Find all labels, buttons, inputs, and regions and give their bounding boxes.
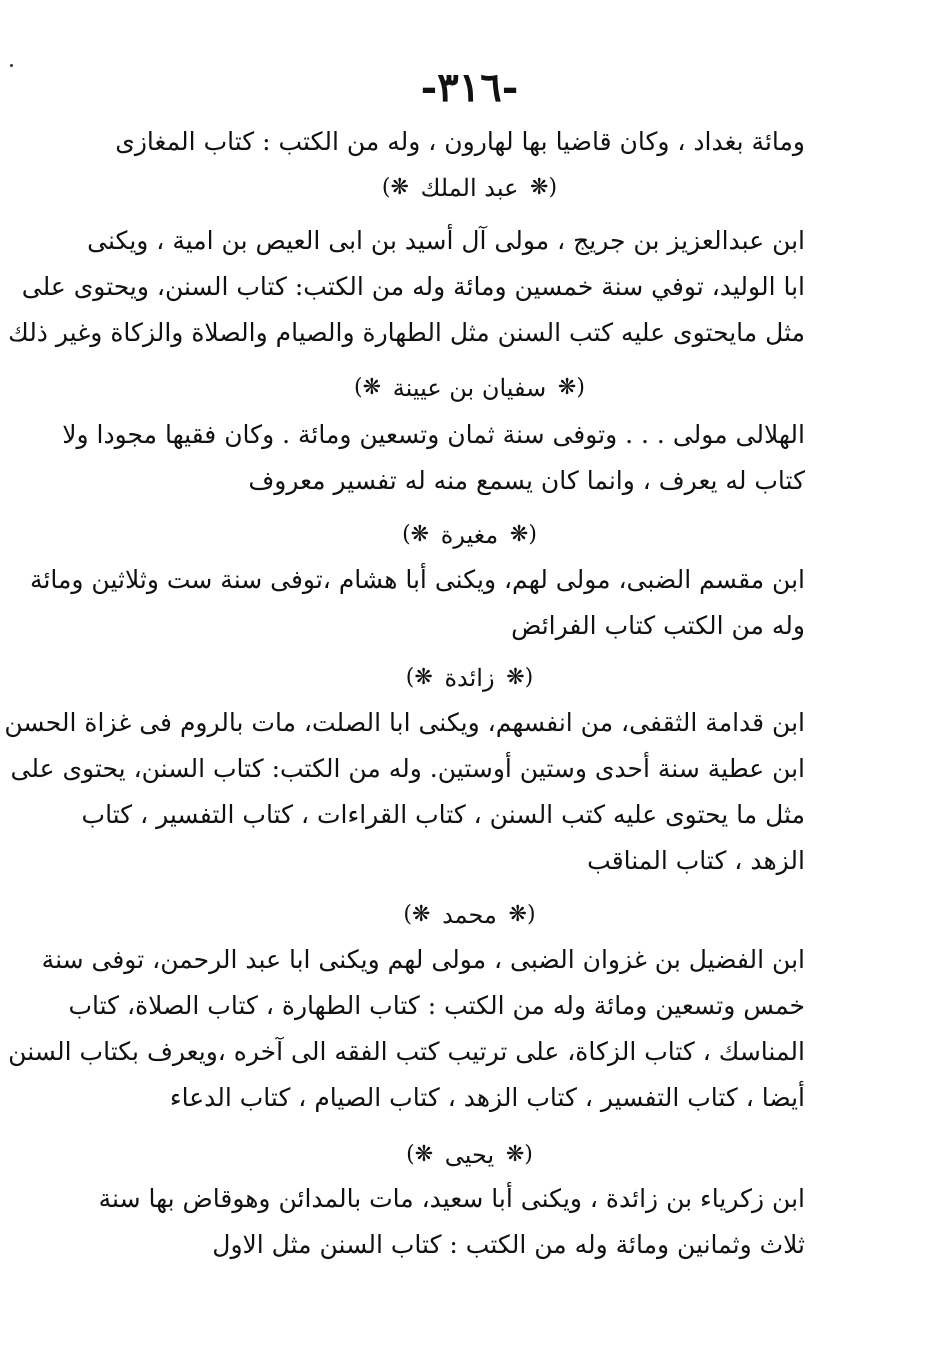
text-line: ثلاث وثمانين ومائة وله من الكتب : كتاب السنن مثل الاول [212,1230,805,1259]
entry-paragraph [8,218,805,356]
ornament-left: ❋) [402,521,430,547]
page-number: -٣١٦- [420,64,519,111]
heading-name: عبد الملك [420,173,519,202]
text-line: ابن قدامة الثقفى، من انفسهم، ويكنى ابا الصلت، مات بالروم فى غزاة الحسن [4,708,805,737]
entry-heading [0,1133,939,1173]
ornament-right: (❋ [557,374,585,400]
ornament-right: (❋ [506,664,534,690]
entry-heading [0,513,939,553]
text-line: ابن مقسم الضبى، مولى لهم، ويكنى أبا هشام ،توفى سنة ست وثلاثين ومائة [30,565,805,594]
heading-name: محمد [442,900,497,929]
text-line: خمس وتسعين ومائة وله من الكتب : كتاب الطهارة ، كتاب الصلاة، كتاب [68,991,805,1020]
text-line: الزهد ، كتاب المناقب [587,846,805,875]
ornament-left: ❋) [406,1141,434,1167]
entry-heading [0,366,939,406]
heading-name: يحيى [444,1140,495,1169]
text-line: ابن الفضيل بن غزوان الضبى ، مولى لهم ويكنى ابا عبد الرحمن، توفى سنة [41,945,805,974]
paragraph-continuation [115,119,805,165]
ornament-right: (❋ [508,901,536,927]
heading-name: مغيرة [440,520,499,549]
text-line: مثل مايحتوى عليه كتب السنن مثل الطهارة والصيام والصلاة والزكاة وغير ذلك [8,318,805,347]
ornament-left: ❋) [381,174,409,200]
ornament-left: ❋) [403,901,431,927]
entry-paragraph [8,937,805,1121]
entry-heading [0,893,939,933]
text-line: أيضا ، كتاب التفسير ، كتاب الزهد ، كتاب الصيام ، كتاب الدعاء [169,1083,805,1112]
text-line: ابن عطية سنة أحدى وستين أوستين. وله من الكتب: كتاب السنن، يحتوى على [10,754,805,783]
ornament-left: ❋) [354,374,382,400]
text-line: ومائة بغداد ، وكان قاضيا بها لهارون ، وله من الكتب : كتاب المغازى [115,127,805,156]
text-line: المناسك ، كتاب الزكاة، على ترتيب كتب الفقه الى آخره ،ويعرف بكتاب السنن [8,1037,805,1066]
entry-paragraph [4,700,805,884]
ornament-right: (❋ [509,521,537,547]
heading-name: زائدة [444,663,495,692]
text-line: ابا الوليد، توفي سنة خمسين ومائة وله من الكتب: كتاب السنن، ويحتوى على [21,272,805,301]
entry-heading [0,166,939,206]
text-line: وله من الكتب كتاب الفرائض [511,611,805,640]
text-line: الهلالى مولى . . . وتوفى سنة ثمان وتسعين ومائة . وكان فقيها مجودا ولا [62,420,805,449]
text-line: كتاب له يعرف ، وانما كان يسمع منه له تفسير معروف [248,466,805,495]
entry-paragraph [62,412,805,504]
heading-name: سفيان بن عيينة [392,373,547,402]
text-line: مثل ما يحتوى عليه كتب السنن ، كتاب القراءات ، كتاب التفسير ، كتاب [81,800,805,829]
ornament-right: (❋ [505,1141,533,1167]
entry-paragraph [98,1176,805,1268]
text-line: ابن زكرياء بن زائدة ، ويكنى أبا سعيد، مات بالمدائن وهوقاض بها سنة [98,1184,805,1213]
entry-paragraph [30,557,805,649]
entry-heading [0,656,939,696]
ornament-left: ❋) [405,664,433,690]
ornament-right: (❋ [530,174,558,200]
text-line: ابن عبدالعزيز بن جريج ، مولى آل أسيد بن ابى العيص بن امية ، ويكنى [87,226,805,255]
